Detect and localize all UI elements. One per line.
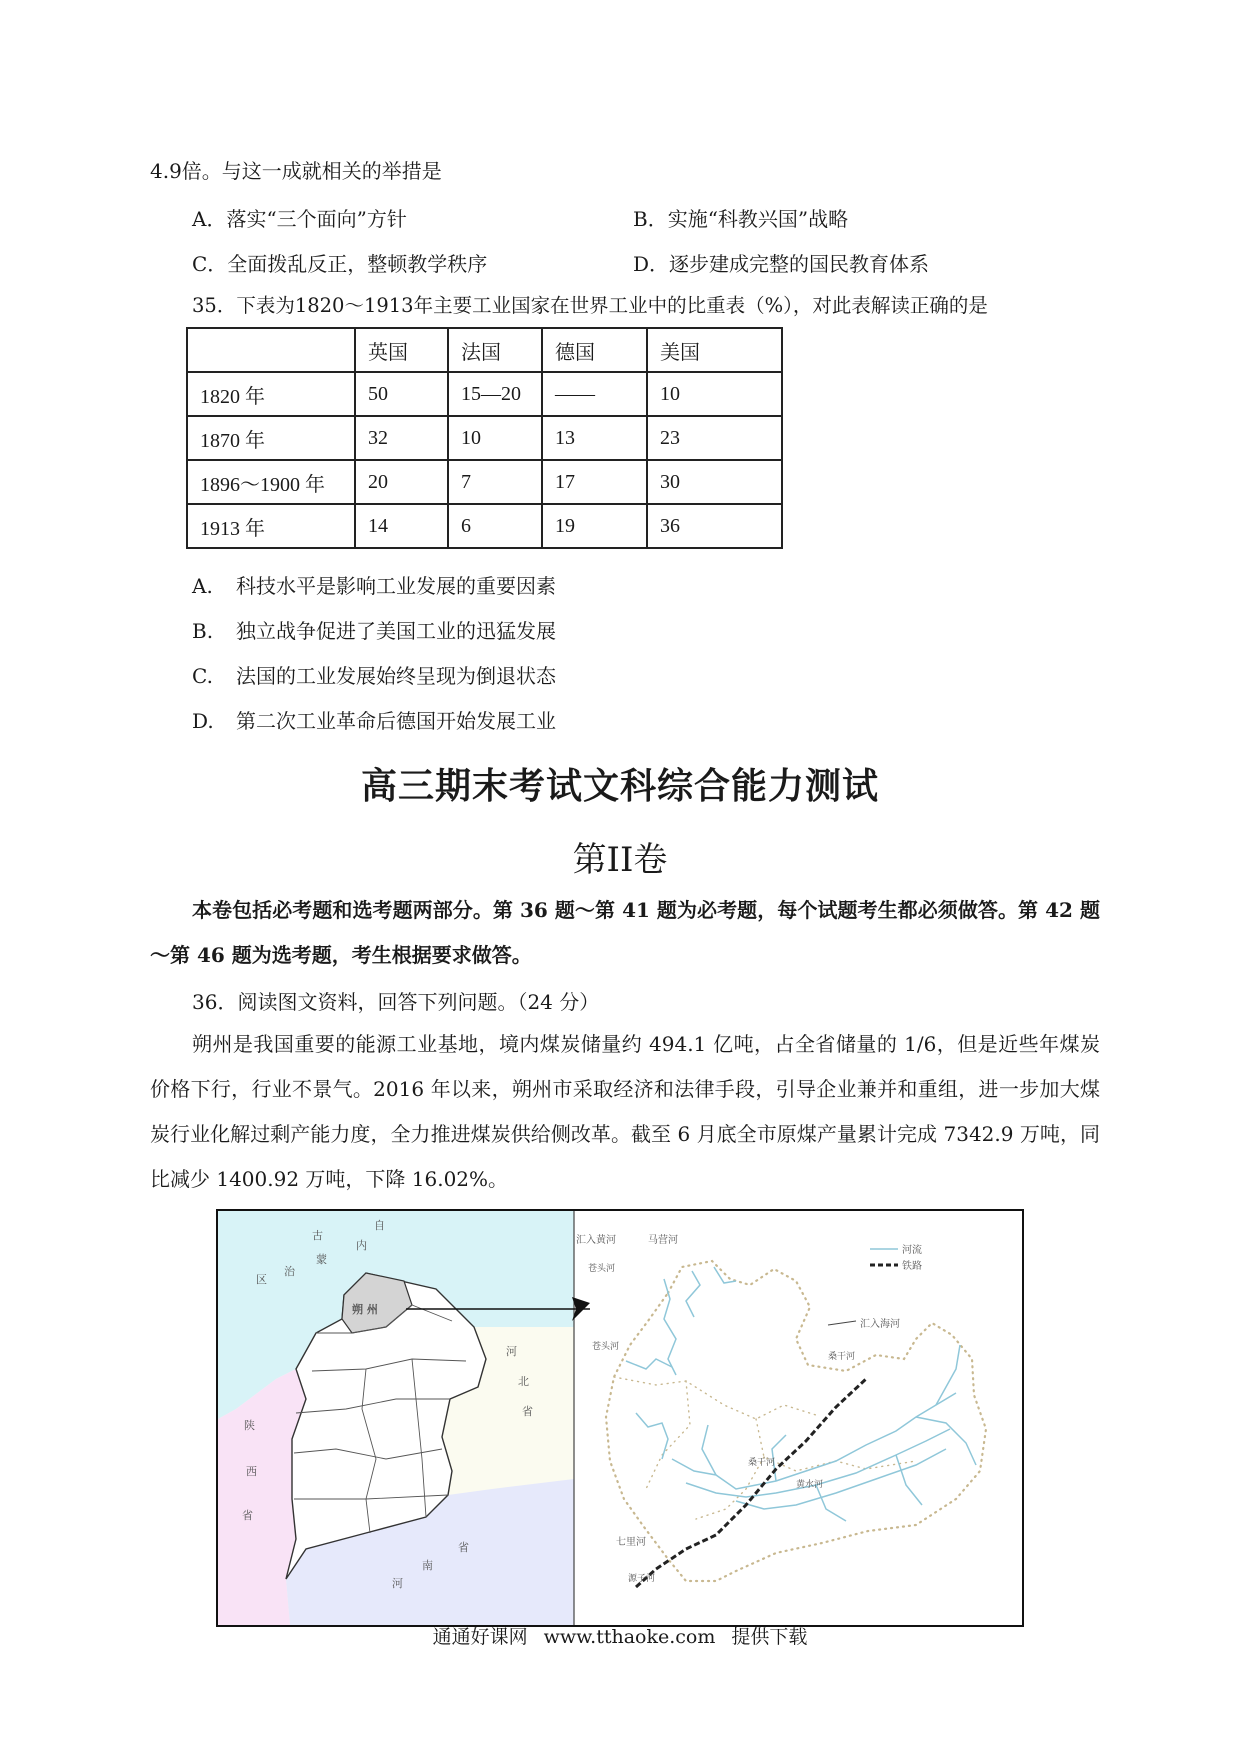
q36-stem: 36．阅读图文资料，回答下列问题。（24 分） — [192, 990, 600, 1014]
table-cell: 30 — [647, 460, 782, 504]
table-row — [187, 416, 782, 460]
option-text: 科技水平是影响工业发展的重要因素 — [236, 574, 556, 598]
table-row — [187, 460, 782, 504]
inner-mongolia-char: 自 — [374, 1219, 385, 1232]
q36-passage-text: 朔州是我国重要的能源工业基地，境内煤炭储量约 494.1 亿吨，占全省储量的 1/6，但是近些年煤炭价格下行，行业不景气。2016 年以来，朔州市采取经济和法律手段，引导企业兼并和重组，进一步加大煤炭行业化解过剩产能力度，全力推进煤炭供给侧改革。截至 6 月底全市原煤产量累计完成 7342.9 万吨，同比减少 1400.92 万吨，下降 16.02%。 — [150, 1032, 1100, 1191]
railway-line — [636, 1379, 866, 1587]
table-header-row — [187, 328, 782, 372]
shuozhou-detail-map — [572, 1233, 986, 1587]
q34-option-d: D．逐步建成完整的国民教育体系 — [633, 252, 930, 276]
henan-char: 河 — [392, 1577, 403, 1590]
section-subtitle: 第II卷 — [572, 840, 668, 880]
inner-mongolia-char: 治 — [284, 1265, 295, 1278]
table-cell: 19 — [542, 504, 647, 548]
q36-passage — [150, 1022, 1100, 1202]
cangtouhe-mid-label: 苍头河 — [592, 1342, 620, 1352]
table-cell: 6 — [448, 504, 542, 548]
cangtouhe-top-label: 苍头河 — [588, 1264, 616, 1274]
inner-mongolia-char: 区 — [256, 1273, 267, 1286]
sangganhe-upper-label: 桑干河 — [828, 1352, 856, 1362]
footer-url: www.tthaoke.com — [543, 1626, 716, 1648]
option-letter: D. — [192, 709, 214, 733]
q35-option-b — [192, 615, 556, 644]
option-letter: B. — [192, 619, 214, 643]
henan-char: 南 — [422, 1559, 433, 1572]
table-cell: 1820 年 — [187, 372, 355, 416]
table-cell: 7 — [448, 460, 542, 504]
q35-option-d — [192, 705, 556, 734]
section-instructions — [150, 888, 1100, 978]
q35-option-c — [192, 660, 556, 689]
shanxi-location-map — [218, 1209, 590, 1627]
table-cell: 1896～1900 年 — [187, 460, 355, 504]
inner-mongolia-char: 古 — [312, 1229, 323, 1242]
table-row — [187, 372, 782, 416]
table-header-cell: 美国 — [647, 328, 782, 372]
shaanxi-char: 陕 — [244, 1419, 255, 1432]
legend-river-label: 河流 — [902, 1245, 922, 1256]
qilihe-label: 七里河 — [616, 1537, 646, 1548]
page-footer — [0, 1622, 1240, 1649]
table-header-cell: 英国 — [355, 328, 448, 372]
table-header-cell — [187, 328, 355, 372]
shuozhou-boundary — [606, 1261, 986, 1581]
table-cell: 1913 年 — [187, 504, 355, 548]
sangganhe-mid-label: 桑干河 — [748, 1458, 776, 1468]
huiru-haihe-label: 汇入海河 — [860, 1319, 900, 1330]
county-boundaries — [614, 1377, 916, 1519]
hebei-char: 省 — [522, 1405, 533, 1418]
table-cell: 10 — [647, 372, 782, 416]
option-letter: C. — [192, 664, 213, 688]
table-cell: 50 — [355, 372, 448, 416]
table-cell: 36 — [647, 504, 782, 548]
industry-share-table — [186, 327, 783, 549]
option-letter: A. — [192, 574, 213, 598]
table-cell: 1870 年 — [187, 416, 355, 460]
yuanzihe-label: 源子河 — [628, 1574, 656, 1584]
q34-option-a: A．落实“三个面向”方针 — [192, 207, 407, 231]
haihe-outflow-line — [828, 1321, 856, 1325]
legend-rail-label: 铁路 — [902, 1261, 922, 1272]
table-cell: 23 — [647, 416, 782, 460]
footer-site-name: 通通好课网 — [432, 1626, 528, 1648]
table-cell: 20 — [355, 460, 448, 504]
shaanxi-char: 西 — [246, 1465, 257, 1478]
detail-labels — [576, 1233, 922, 1584]
huiru-huanghe-label: 汇入黄河 — [576, 1235, 616, 1246]
q34-option-c: C．全面拨乱反正，整顿教学秩序 — [192, 252, 488, 276]
hebei-char: 北 — [518, 1375, 529, 1388]
q34-stem-tail: 4.9倍。与这一成就相关的举措是 — [150, 159, 442, 183]
table-cell: 32 — [355, 416, 448, 460]
section-instructions-text: 本卷包括必考题和选考题两部分。第 36 题～第 41 题为必考题，每个试题考生都必须做答。第 42 题～第 46 题为选考题，考生根据要求做答。 — [150, 898, 1100, 967]
hebei-char: 河 — [506, 1345, 517, 1358]
table-cell: 14 — [355, 504, 448, 548]
section-title: 高三期末考试文科综合能力测试 — [360, 766, 879, 807]
table-row — [187, 504, 782, 548]
table-cell: 10 — [448, 416, 542, 460]
table-header-cell: 德国 — [542, 328, 647, 372]
q35-stem: 35．下表为1820～1913年主要工业国家在世界工业中的比重表（%），对此表解读正确的是 — [192, 294, 988, 317]
option-text: 独立战争促进了美国工业的迅猛发展 — [236, 619, 556, 643]
huangshuihe-label: 黄水河 — [796, 1480, 824, 1490]
table-cell: 17 — [542, 460, 647, 504]
shuozhou-map-figure — [216, 1209, 1024, 1627]
table-cell: 15—20 — [448, 372, 542, 416]
table-cell: 13 — [542, 416, 647, 460]
shuozhou-label: 朔 州 — [352, 1303, 378, 1316]
q35-option-a — [192, 570, 556, 599]
q34-option-b: B．实施“科教兴国”战略 — [633, 207, 849, 231]
option-text: 第二次工业革命后德国开始发展工业 — [236, 709, 556, 733]
mayinghe-label: 马营河 — [648, 1235, 678, 1246]
table-header-cell: 法国 — [448, 328, 542, 372]
inner-mongolia-char: 蒙 — [316, 1253, 327, 1266]
option-text: 法国的工业发展始终呈现为倒退状态 — [236, 664, 556, 688]
inner-mongolia-char: 内 — [356, 1239, 367, 1252]
table-cell: —— — [542, 372, 647, 416]
shaanxi-char: 省 — [242, 1509, 253, 1522]
footer-download-note: 提供下载 — [731, 1626, 808, 1648]
henan-char: 省 — [458, 1541, 469, 1554]
